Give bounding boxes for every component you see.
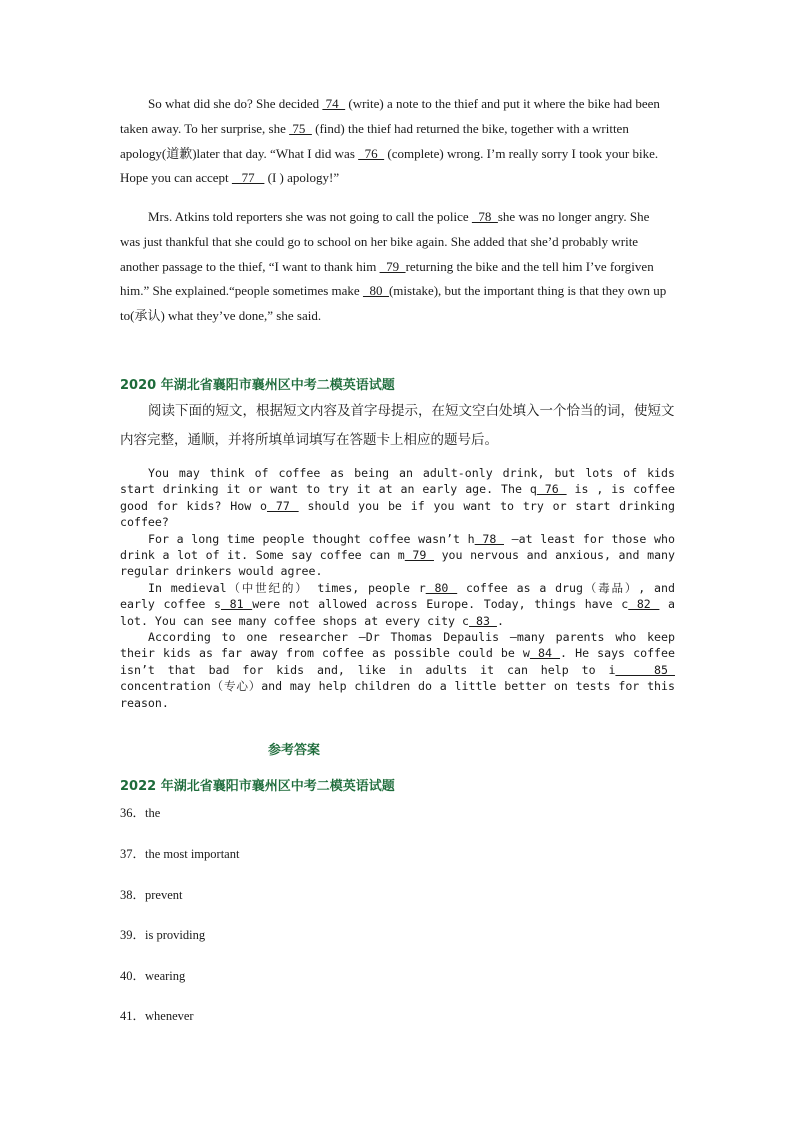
blank-85: 85: [615, 662, 675, 677]
text: concentration（专心）and may help children do a little better on tests for this reason.: [120, 679, 675, 710]
text: is , is coffee good for kids? How o: [120, 482, 676, 513]
answer-item: 40．wearing: [120, 969, 186, 983]
text: According to one researcher —Dr Thomas Depaulis —many parents who keep their kids as far away from coffee as possible could be w: [120, 630, 675, 661]
coffee-paragraph1: [120, 465, 675, 531]
text: coffee as a drug（毒品）, and early coffee s: [120, 580, 675, 612]
text: (complete) wrong. I’m really sorry I took your bike. Hope you can accept: [120, 145, 659, 186]
blank-78: 78: [474, 531, 504, 546]
blank-74: 74: [322, 96, 346, 111]
text: . He says coffee isn’t that bad for kids and, like in adults it can help to i: [120, 646, 675, 677]
text: you nervous and anxious, and many regular drinkers would agree.: [120, 548, 676, 579]
blank-77: 77: [267, 498, 299, 513]
blank-75: 75: [289, 120, 312, 136]
blank-76: 76: [536, 482, 567, 497]
text: You may think of coffee as being an adult-only drink, but lots of kids start drinking it or want to try it at an early age. The q: [120, 466, 675, 497]
coffee-paragraph3: [120, 580, 675, 629]
blank-80: 80: [425, 580, 458, 595]
section-title-2020: 2020 年湖北省襄阳市襄州区中考二模英语试题: [120, 378, 395, 393]
text: .: [496, 613, 504, 628]
text: —at least for those who drink a lot of it. Some say coffee can m: [120, 531, 675, 563]
text: (write) a note to the thief and put it where the bike had been taken away. To her surprise, she: [120, 96, 660, 136]
blank-78: 78: [471, 209, 498, 224]
answer-item: 39．is providing: [120, 928, 206, 942]
text: she was no longer angry. She was just thankful that she could go to school on her bike again. She added that she’d probably write another passage to the thief, “I want to thank him: [120, 209, 650, 274]
text: returning the bike and the tell him I’ve forgiven him.” She explained.“people sometimes make: [120, 258, 654, 299]
answers-title: 参考答案: [268, 743, 321, 758]
text: Mrs. Atkins told reporters she was not going to call the police: [148, 209, 472, 224]
answer-item: 41．whenever: [120, 1009, 194, 1023]
passage1-paragraph2: [120, 205, 672, 329]
text: (mistake), but the important thing is that they own up to(承认) what they’ve done,” she said.: [120, 283, 667, 324]
coffee-paragraph4: [120, 629, 675, 711]
blank-79: 79: [379, 258, 406, 274]
blank-80: 80: [362, 283, 389, 299]
blank-79: 79: [404, 548, 434, 563]
blank-83: 83: [469, 613, 497, 628]
text: For a long time people thought coffee wasn’t h: [148, 531, 475, 546]
answer-item: 38．prevent: [120, 888, 183, 902]
text: (find) the thief had returned the bike, together with a written apology(道歉)later that day. “What I did was: [120, 120, 629, 161]
blank-77: 77: [231, 170, 265, 186]
answer-item: 36．the: [120, 806, 161, 820]
text: were not allowed across Europe. Today, things have c: [252, 597, 629, 612]
text: So what did she do? She decided: [148, 96, 323, 111]
instruction-text: 阅读下面的短文，根据短文内容及首字母提示，在短文空白处填入一个恰当的词，使短文内容完整，通顺，并将所填单词填写在答题卡上相应的题号后。: [120, 403, 675, 448]
blank-76: 76: [358, 145, 385, 161]
blank-84: 84: [529, 646, 561, 661]
answers-section-title: 2022 年湖北省襄阳市襄州区中考二模英语试题: [120, 779, 395, 794]
coffee-passage: [120, 465, 675, 711]
text: should you be if you want to try or start drinking coffee?: [120, 498, 675, 530]
text: a lot. You can see many coffee shops at every city c: [120, 597, 675, 628]
blank-82: 82: [628, 597, 660, 612]
text: (I ) apology!”: [264, 170, 340, 186]
text: In medieval（中世纪的） times, people r: [148, 580, 426, 595]
coffee-paragraph2: [120, 531, 675, 580]
blank-81: 81: [221, 597, 253, 612]
answer-item: 37．the most important: [120, 847, 240, 861]
passage1-paragraph1: [120, 92, 672, 191]
